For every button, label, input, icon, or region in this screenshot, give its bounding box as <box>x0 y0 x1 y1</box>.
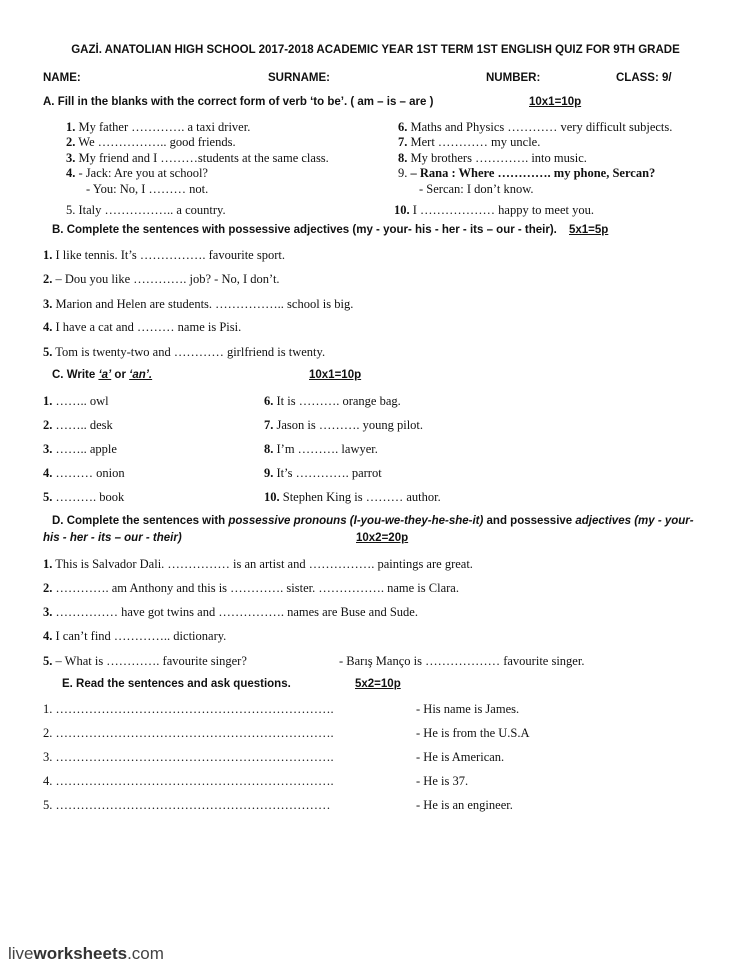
list-item: 4. ……… onion <box>43 466 125 480</box>
section-b-heading: B. Complete the sentences with possessive adjectives (my - your- his - her - its – our - their). <box>52 224 557 236</box>
list-item: 3. My friend and I ………students at the same class. <box>66 151 329 165</box>
list-item: 1. I like tennis. It’s ……………. favourite sport. <box>43 248 285 262</box>
section-d-heading-cont: his - her - its – our - their) <box>43 532 182 544</box>
section-e-heading: E. Read the sentences and ask questions. <box>62 678 291 690</box>
list-item: 2. – Dou you like …………. job? - No, I don’t. <box>43 272 280 286</box>
answer-text: - His name is James. <box>416 702 520 716</box>
answer-text: - He is an engineer. <box>416 798 513 812</box>
list-item: 4. I can’t find ………….. dictionary. <box>43 629 227 643</box>
answer-text: - He is from the U.S.A <box>416 726 530 740</box>
answer-text: - He is 37. <box>416 774 469 788</box>
section-d-heading: D. Complete the sentences with possessive pronouns (I-you-we-they-he-she-it) and possessive adjectives (my - your- <box>52 515 694 527</box>
list-item: 6. It is ………. orange bag. <box>264 394 401 408</box>
section-e-score: 5x2=10p <box>355 678 401 690</box>
list-item: 1. …….. owl <box>43 394 109 408</box>
question-line: 1. …………………………………………………………. <box>43 702 334 716</box>
name-label: NAME: <box>43 72 81 84</box>
answer-text: - He is American. <box>416 750 505 764</box>
list-item: 4. - Jack: Are you at school? <box>66 166 208 180</box>
list-item: 5. Italy …………….. a country. <box>66 203 226 217</box>
list-item: 2. We …………….. good friends. <box>66 135 236 149</box>
section-c-score: 10x1=10p <box>309 369 362 381</box>
list-item: 8. My brothers …………. into music. <box>398 151 587 165</box>
list-item: 10. Stephen King is ……… author. <box>264 490 441 504</box>
list-item: 2. …………. am Anthony and this is …………. sister. ……………. name is Clara. <box>43 581 459 595</box>
list-item: 1. My father …………. a taxi driver. <box>66 120 251 134</box>
list-item: 1. This is Salvador Dali. …………… is an artist and ……………. paintings are great. <box>43 557 473 571</box>
list-item: 5. ………. book <box>43 490 125 504</box>
question-line: 3. …………………………………………………………. <box>43 750 334 764</box>
list-item: 4. I have a cat and ……… name is Pisi. <box>43 320 242 334</box>
section-c-heading: C. Write ‘a’ or ‘an’. <box>52 369 153 381</box>
list-item: 7. Mert ………… my uncle. <box>398 135 541 149</box>
list-item: 2. …….. desk <box>43 418 113 432</box>
list-item: 3. …….. apple <box>43 442 117 456</box>
class-label: CLASS: 9/ <box>616 72 672 84</box>
question-line: 5. ………………………………………………………… <box>43 798 331 812</box>
list-item: 10. I ……………… happy to meet you. <box>394 203 594 217</box>
section-a-score: 10x1=10p <box>529 96 582 108</box>
list-item-answer: - Barış Manço is ……………… favourite singer. <box>339 654 585 668</box>
list-item: 9. – Rana : Where …………. my phone, Sercan? <box>398 166 656 180</box>
number-label: NUMBER: <box>486 72 541 84</box>
quiz-title: GAZİ. ANATOLIAN HIGH SCHOOL 2017-2018 ACADEMIC YEAR 1ST TERM 1ST ENGLISH QUIZ FOR 9TH GRADE <box>71 44 680 56</box>
list-item: 3. …………… have got twins and ……………. names are Buse and Sude. <box>43 605 418 619</box>
liveworksheets-logo: liveworksheets.com <box>8 944 164 963</box>
list-item: 8. I’m ………. lawyer. <box>264 442 378 456</box>
list-item: 5. – What is …………. favourite singer? <box>43 654 247 668</box>
list-item: 3. Marion and Helen are students. …………….. school is big. <box>43 297 354 311</box>
list-item: - You: No, I ……… not. <box>86 182 209 196</box>
section-b-score: 5x1=5p <box>569 224 609 236</box>
question-line: 4. …………………………………………………………. <box>43 774 334 788</box>
list-item: 7. Jason is ………. young pilot. <box>264 418 424 432</box>
surname-label: SURNAME: <box>268 72 330 84</box>
list-item: 9. It’s …………. parrot <box>264 466 382 480</box>
section-a-heading: A. Fill in the blanks with the correct form of verb ‘to be’. ( am – is – are ) <box>43 96 434 108</box>
question-line: 2. …………………………………………………………. <box>43 726 334 740</box>
section-d-score: 10x2=20p <box>356 532 409 544</box>
list-item: 6. Maths and Physics ………… very difficult subjects. <box>398 120 673 134</box>
list-item: - Sercan: I don’t know. <box>419 182 534 196</box>
list-item: 5. Tom is twenty-two and ………… girlfriend is twenty. <box>43 345 326 359</box>
